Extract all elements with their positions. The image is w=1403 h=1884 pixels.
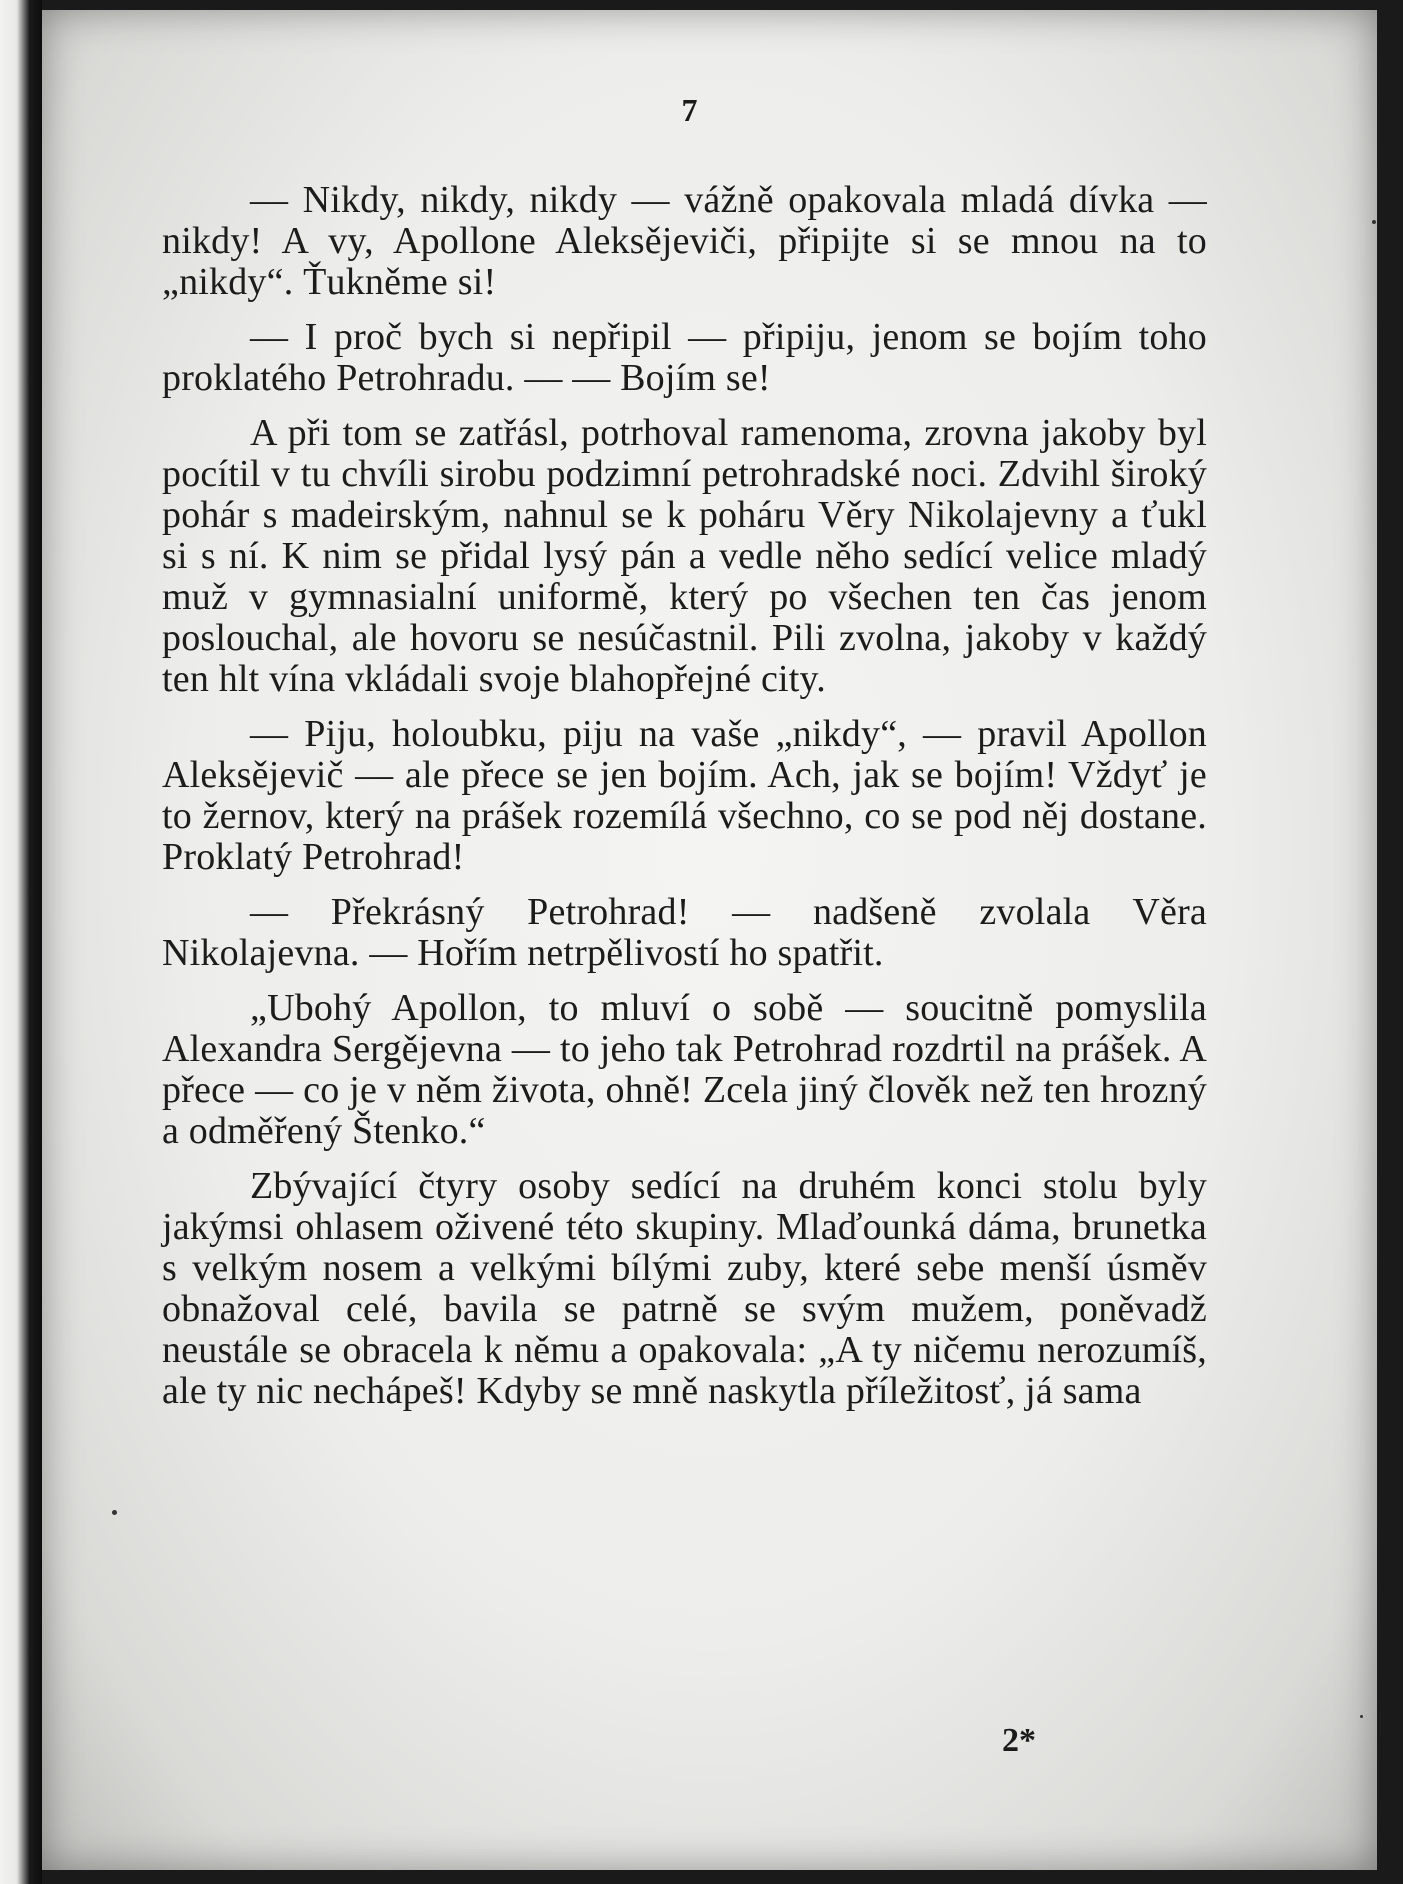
book-binding-edge [0, 0, 42, 1884]
book-page [42, 10, 1377, 1870]
body-text [162, 180, 1207, 1412]
page-number: 7 [681, 92, 698, 128]
print-speck [1372, 220, 1376, 224]
print-speck [112, 1510, 117, 1515]
paragraph-1: — Nikdy, nikdy, nikdy — vážně opakovala mladá dívka — nikdy! A vy, Apollone Aleksějeviči, připijte si se mnou na to „nikdy“. Ťukněme si! [162, 179, 1207, 303]
signature-mark: 2* [1002, 1722, 1036, 1759]
print-speck [1360, 1715, 1363, 1718]
paragraph-2: — I proč bych si nepřipil — připiju, jenom se bojím toho proklatého Petrohradu. — — Bojím se! [162, 316, 1207, 399]
paragraph-5: — Překrásný Petrohrad! — nadšeně zvolala Věra Nikolajevna. — Hořím netrpělivostí ho spatřit. [162, 891, 1207, 974]
paragraph-7: Zbývající čtyry osoby sedící na druhém konci stolu byly jakýmsi ohlasem oživené této skupiny. Mlaďounká dáma, brunetka s velkým nosem a velkými bílými zuby, které sebe menší úsměv obnažoval celé, bavila se patrně se svým mužem, poněvadž neustále se obracela k němu a opakovala: „A ty ničemu nerozumíš, ale ty nic nechápeš! Kdyby se mně naskytla příležitosť, já sama [162, 1165, 1207, 1412]
paragraph-4: — Piju, holoubku, piju na vaše „nikdy“, — pravil Apollon Aleksějevič — ale přece se jen bojím. Ach, jak se bojím! Vždyť je to žernov, který na prášek rozemílá všechno, co se pod něj dostane. Proklatý Petrohrad! [162, 713, 1207, 878]
paragraph-3: A při tom se zatřásl, potrhoval ramenoma, zrovna jakoby byl pocítil v tu chvíli sirobu podzimní petrohradské noci. Zdvihl široký pohár s madeirským, nahnul se k poháru Věry Nikolajevny a ťukl si s ní. K nim se přidal lysý pán a vedle něho sedící velice mladý muž v gymnasialní uniformě, který po všechen ten čas jenom poslouchal, ale hovoru se nesúčastnil. Pili zvolna, jakoby v každý ten hlt vína vkládali svoje blahopřejné city. [162, 412, 1207, 700]
paragraph-6: „Ubohý Apollon, to mluví o sobě — soucitně pomyslila Alexandra Sergějevna — to jeho tak Petrohrad rozdrtil na prášek. A přece — co je v něm života, ohně! Zcela jiný člověk než ten hrozný a odměřený Štenko.“ [162, 987, 1207, 1152]
